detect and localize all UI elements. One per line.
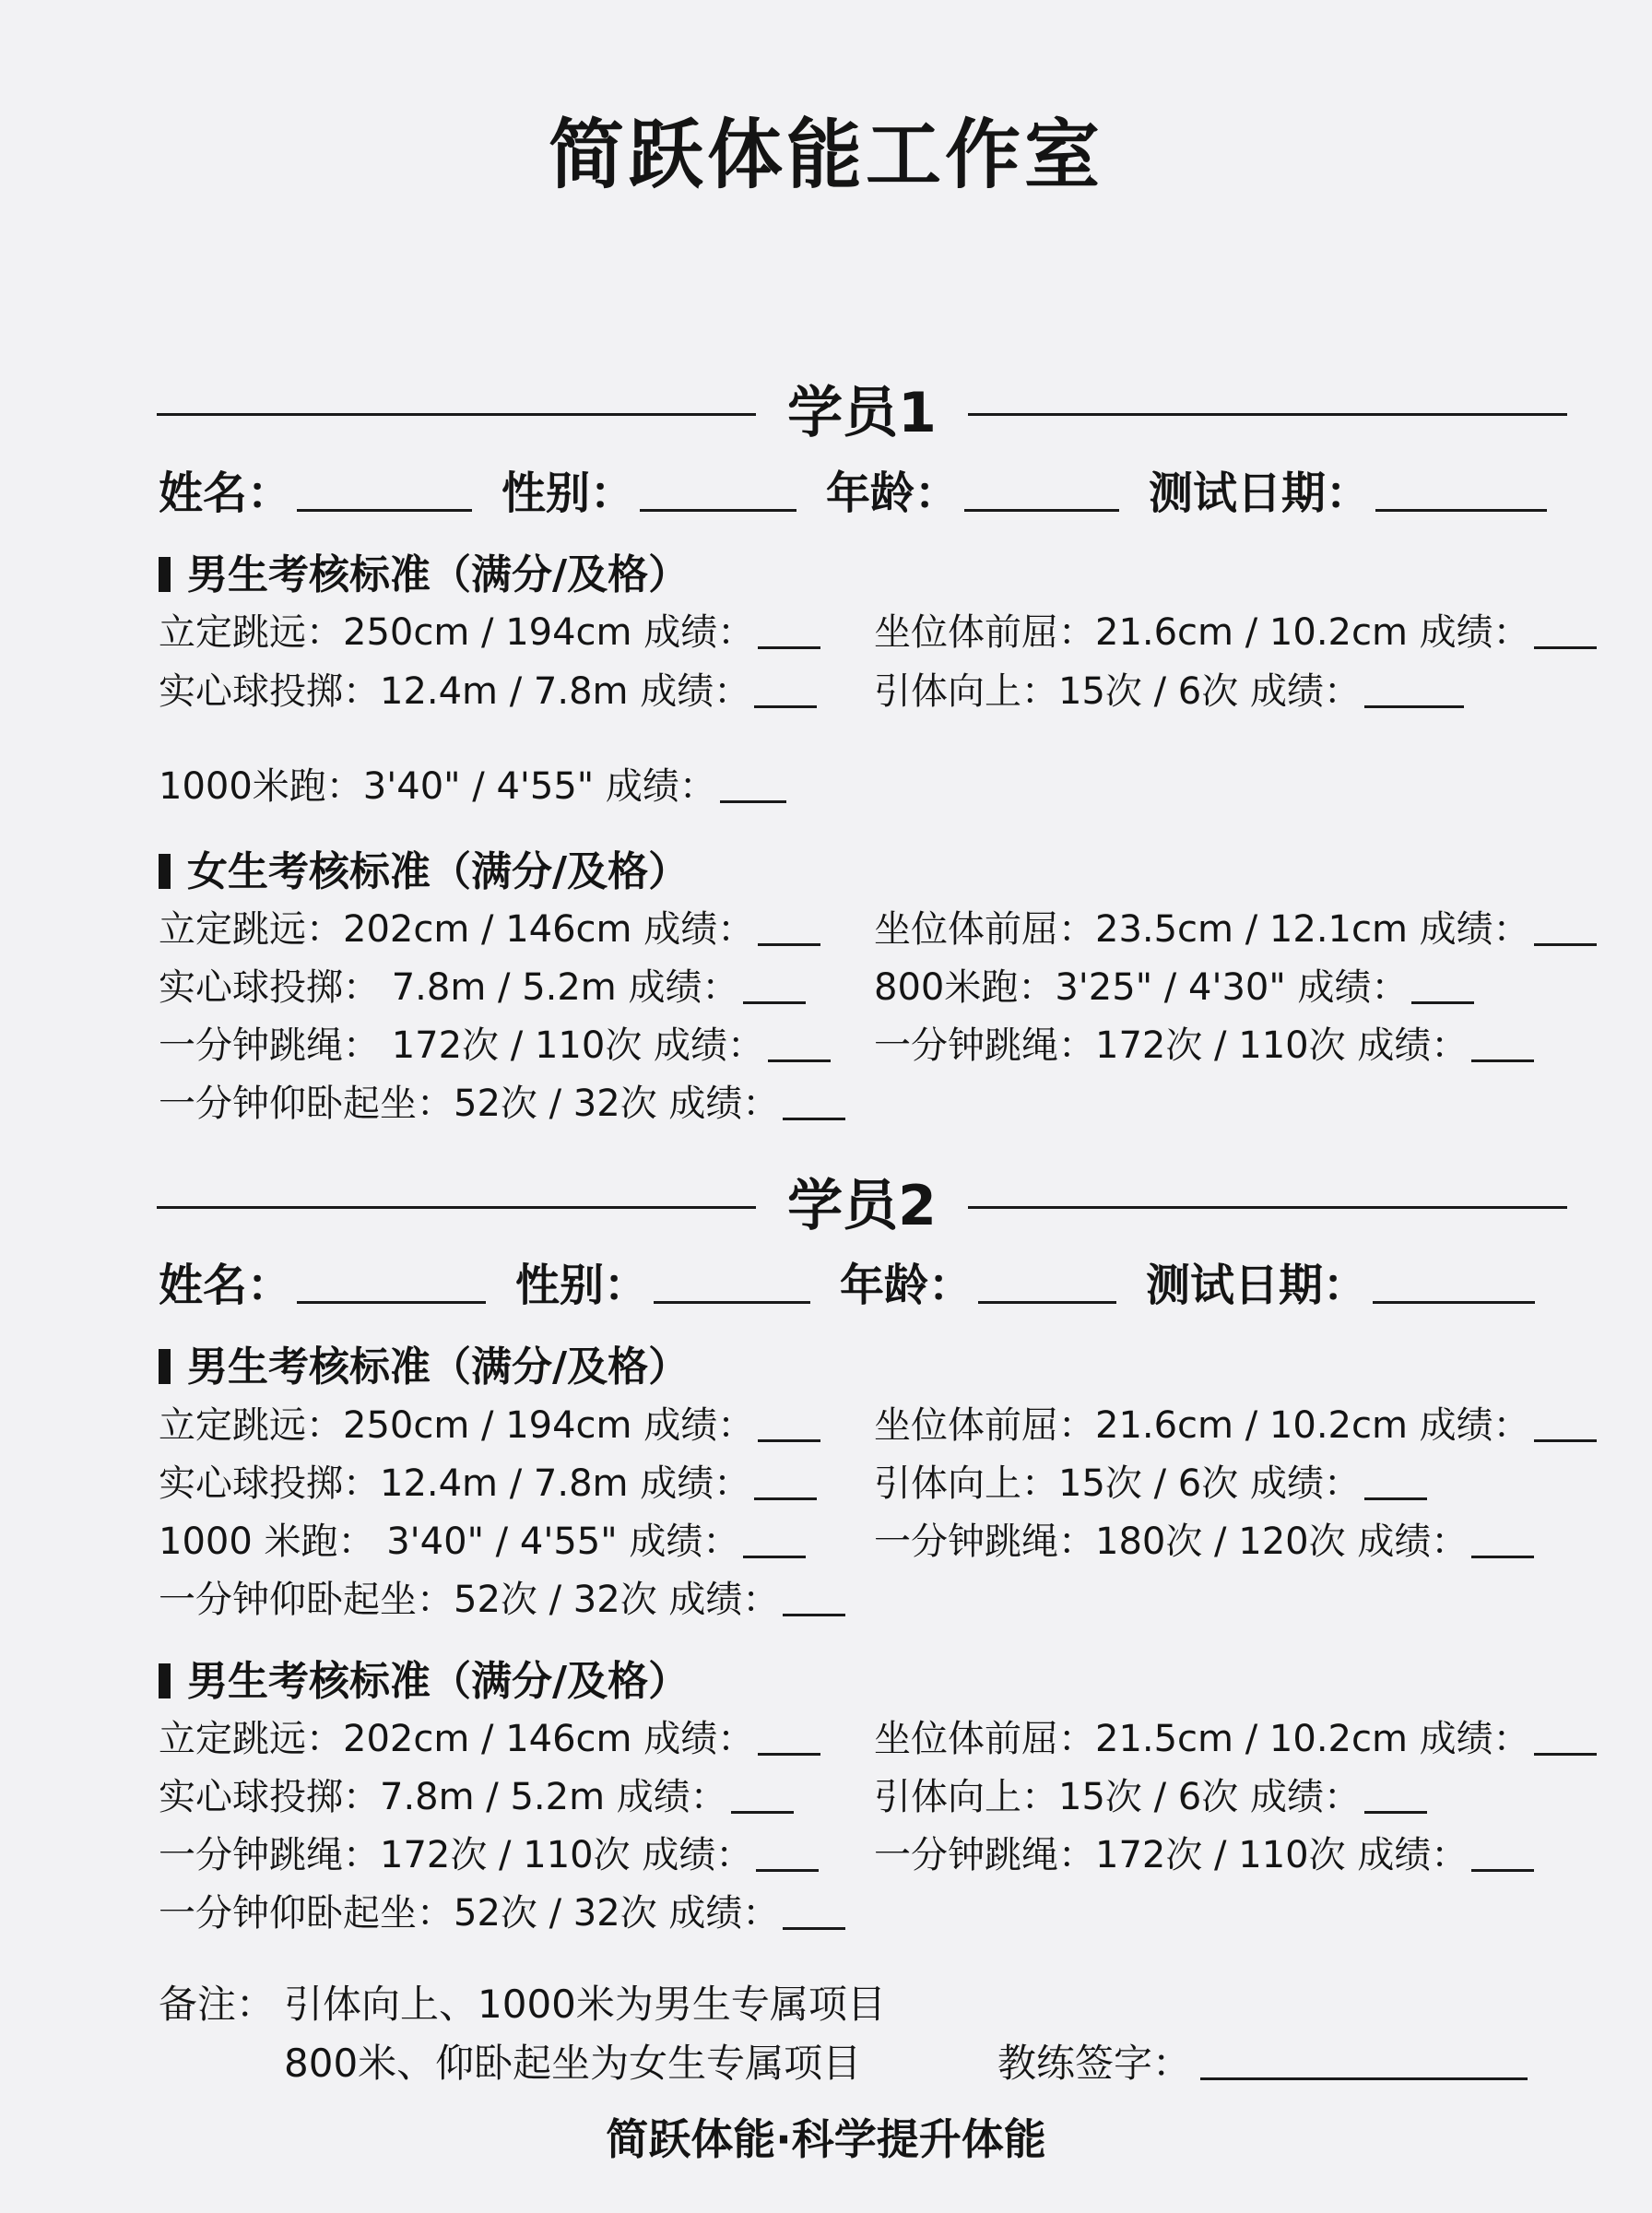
section-title — [159, 1340, 689, 1395]
item-text: 一分钟跳绳：172次 / 110次 成绩： — [874, 1024, 1469, 1067]
standard-item — [159, 1771, 794, 1823]
name-field[interactable] — [297, 503, 472, 512]
standard-item — [159, 1516, 806, 1568]
footer-slogan: 简跃体能·科学提升体能 — [606, 2114, 1046, 2164]
test-date-label: 测试日期： — [1146, 1260, 1368, 1311]
gender-label: 性别： — [515, 1260, 649, 1311]
standard-item — [159, 1078, 845, 1130]
score-field[interactable] — [768, 1054, 831, 1062]
notes-line-1: 引体向上、1000米为男生专属项目 — [284, 1982, 886, 2027]
section-title-text: 男生考核标准（满分/及格） — [187, 1343, 690, 1391]
gender-field[interactable] — [640, 503, 796, 512]
item-text: 1000 米跑： 3'40" / 4'55" 成绩： — [159, 1521, 740, 1563]
score-field[interactable] — [1471, 1864, 1534, 1872]
test-date-field[interactable] — [1373, 1296, 1535, 1304]
student-1-header — [157, 372, 1567, 455]
section-marker — [159, 854, 171, 889]
divider-line — [157, 1206, 756, 1209]
score-field[interactable] — [1534, 938, 1597, 946]
item-text: 坐位体前屈：23.5cm / 12.1cm 成绩： — [874, 908, 1530, 951]
student-2-header — [157, 1165, 1567, 1248]
standard-item — [874, 666, 1464, 717]
section-title-text: 男生考核标准（满分/及格） — [187, 551, 690, 598]
age-field[interactable] — [978, 1296, 1116, 1304]
item-text: 实心球投掷：12.4m / 7.8m 成绩： — [159, 670, 751, 713]
standard-item — [159, 666, 817, 717]
item-text: 立定跳远：250cm / 194cm 成绩： — [159, 1404, 755, 1447]
section-title-text: 女生考核标准（满分/及格） — [187, 848, 690, 895]
standard-item — [159, 1888, 845, 1939]
item-text: 实心球投掷：7.8m / 5.2m 成绩： — [159, 1776, 727, 1818]
item-text: 800米跑：3'25" / 4'30" 成绩： — [874, 966, 1409, 1009]
section-marker — [159, 557, 171, 592]
item-text: 一分钟跳绳：172次 / 110次 成绩： — [874, 1834, 1469, 1876]
item-text: 坐位体前屈：21.5cm / 10.2cm 成绩： — [874, 1718, 1530, 1760]
student-2-info-row — [159, 1256, 1535, 1315]
score-field[interactable] — [1471, 1550, 1534, 1558]
item-text: 1000米跑：3'40" / 4'55" 成绩： — [159, 765, 716, 808]
score-field[interactable] — [731, 1805, 794, 1814]
score-field[interactable] — [1364, 1805, 1427, 1814]
score-field[interactable] — [754, 700, 817, 708]
item-text: 立定跳远：250cm / 194cm 成绩： — [159, 611, 755, 654]
standard-item — [159, 1458, 817, 1509]
name-label: 姓名： — [159, 1260, 292, 1311]
score-field[interactable] — [743, 996, 806, 1004]
standard-item — [874, 1458, 1427, 1509]
test-date-label: 测试日期： — [1149, 467, 1371, 519]
name-field[interactable] — [297, 1296, 486, 1304]
test-date-field[interactable] — [1375, 503, 1547, 512]
standard-item — [159, 1400, 820, 1451]
section-title-text: 男生考核标准（满分/及格） — [187, 1658, 690, 1705]
item-text: 立定跳远：202cm / 146cm 成绩： — [159, 1718, 755, 1760]
item-text: 坐位体前屈：21.6cm / 10.2cm 成绩： — [874, 1404, 1530, 1447]
item-text: 引体向上：15次 / 6次 成绩： — [874, 1462, 1361, 1505]
item-text: 立定跳远：202cm / 146cm 成绩： — [159, 908, 755, 951]
page-title: 简跃体能工作室 — [548, 112, 1103, 199]
item-text: 引体向上：15次 / 6次 成绩： — [874, 670, 1361, 713]
item-text: 一分钟跳绳： 172次 / 110次 成绩： — [159, 1024, 765, 1067]
item-text: 引体向上：15次 / 6次 成绩： — [874, 1776, 1361, 1818]
standard-item — [159, 1020, 831, 1071]
item-text: 一分钟跳绳：172次 / 110次 成绩： — [159, 1834, 753, 1876]
standard-item — [159, 1829, 819, 1881]
score-field[interactable] — [756, 1864, 819, 1872]
standard-item — [159, 1713, 820, 1765]
score-field[interactable] — [720, 795, 786, 803]
standard-item — [159, 607, 820, 658]
student-1-info-row — [159, 464, 1547, 523]
standard-item — [874, 1020, 1534, 1071]
name-label: 姓名： — [159, 467, 292, 519]
score-field[interactable] — [758, 641, 820, 649]
section-marker — [159, 1663, 171, 1698]
item-text: 一分钟跳绳：180次 / 120次 成绩： — [874, 1521, 1469, 1563]
item-text: 实心球投掷：12.4m / 7.8m 成绩： — [159, 1462, 751, 1505]
standard-item — [874, 1713, 1597, 1765]
divider-line — [968, 413, 1567, 416]
standard-item — [159, 761, 786, 812]
section-title — [159, 548, 689, 603]
divider-line — [968, 1206, 1567, 1209]
item-text: 一分钟仰卧起坐：52次 / 32次 成绩： — [159, 1579, 780, 1621]
item-text: 一分钟仰卧起坐：52次 / 32次 成绩： — [159, 1892, 780, 1935]
coach-signature-field[interactable] — [1200, 2072, 1528, 2080]
section-title — [159, 1654, 689, 1710]
standard-item — [874, 962, 1474, 1013]
score-field[interactable] — [758, 1747, 820, 1756]
score-field[interactable] — [754, 1492, 817, 1500]
coach-signature — [997, 2036, 1528, 2091]
item-text: 一分钟仰卧起坐：52次 / 32次 成绩： — [159, 1083, 780, 1125]
standard-item — [874, 1829, 1534, 1881]
score-field[interactable] — [758, 1434, 820, 1442]
gender-label: 性别： — [502, 467, 635, 519]
age-label: 年龄： — [826, 467, 960, 519]
score-field[interactable] — [783, 1608, 845, 1616]
score-field[interactable] — [1364, 1492, 1427, 1500]
item-text: 实心球投掷： 7.8m / 5.2m 成绩： — [159, 966, 739, 1009]
coach-signature-label: 教练签字： — [997, 2041, 1192, 2086]
score-field[interactable] — [1364, 700, 1464, 708]
section-marker — [159, 1349, 171, 1384]
standard-item — [159, 1574, 845, 1626]
score-field[interactable] — [1534, 1747, 1597, 1756]
standard-item — [874, 1516, 1534, 1568]
standard-item — [159, 962, 806, 1013]
age-label: 年龄： — [840, 1260, 974, 1311]
score-field[interactable] — [1411, 996, 1474, 1004]
score-field[interactable] — [783, 1112, 845, 1120]
score-field[interactable] — [783, 1922, 845, 1930]
standard-item — [874, 1771, 1427, 1823]
age-field[interactable] — [964, 503, 1119, 512]
score-field[interactable] — [1471, 1054, 1534, 1062]
notes-label: 备注： — [159, 1982, 276, 2027]
standard-item — [874, 1400, 1597, 1451]
score-field[interactable] — [1534, 1434, 1597, 1442]
student-label: 学员1 — [787, 381, 937, 445]
score-field[interactable] — [758, 938, 820, 946]
gender-field[interactable] — [654, 1296, 810, 1304]
score-field[interactable] — [1534, 641, 1597, 649]
score-field[interactable] — [743, 1550, 806, 1558]
item-text: 坐位体前屈：21.6cm / 10.2cm 成绩： — [874, 611, 1530, 654]
standard-item — [159, 904, 820, 955]
standard-item — [874, 607, 1597, 658]
divider-line — [157, 413, 756, 416]
student-label: 学员2 — [787, 1174, 937, 1238]
section-title — [159, 845, 689, 900]
standard-item — [874, 904, 1597, 955]
notes-line-2: 800米、仰卧起坐为女生专属项目 — [284, 2041, 862, 2086]
